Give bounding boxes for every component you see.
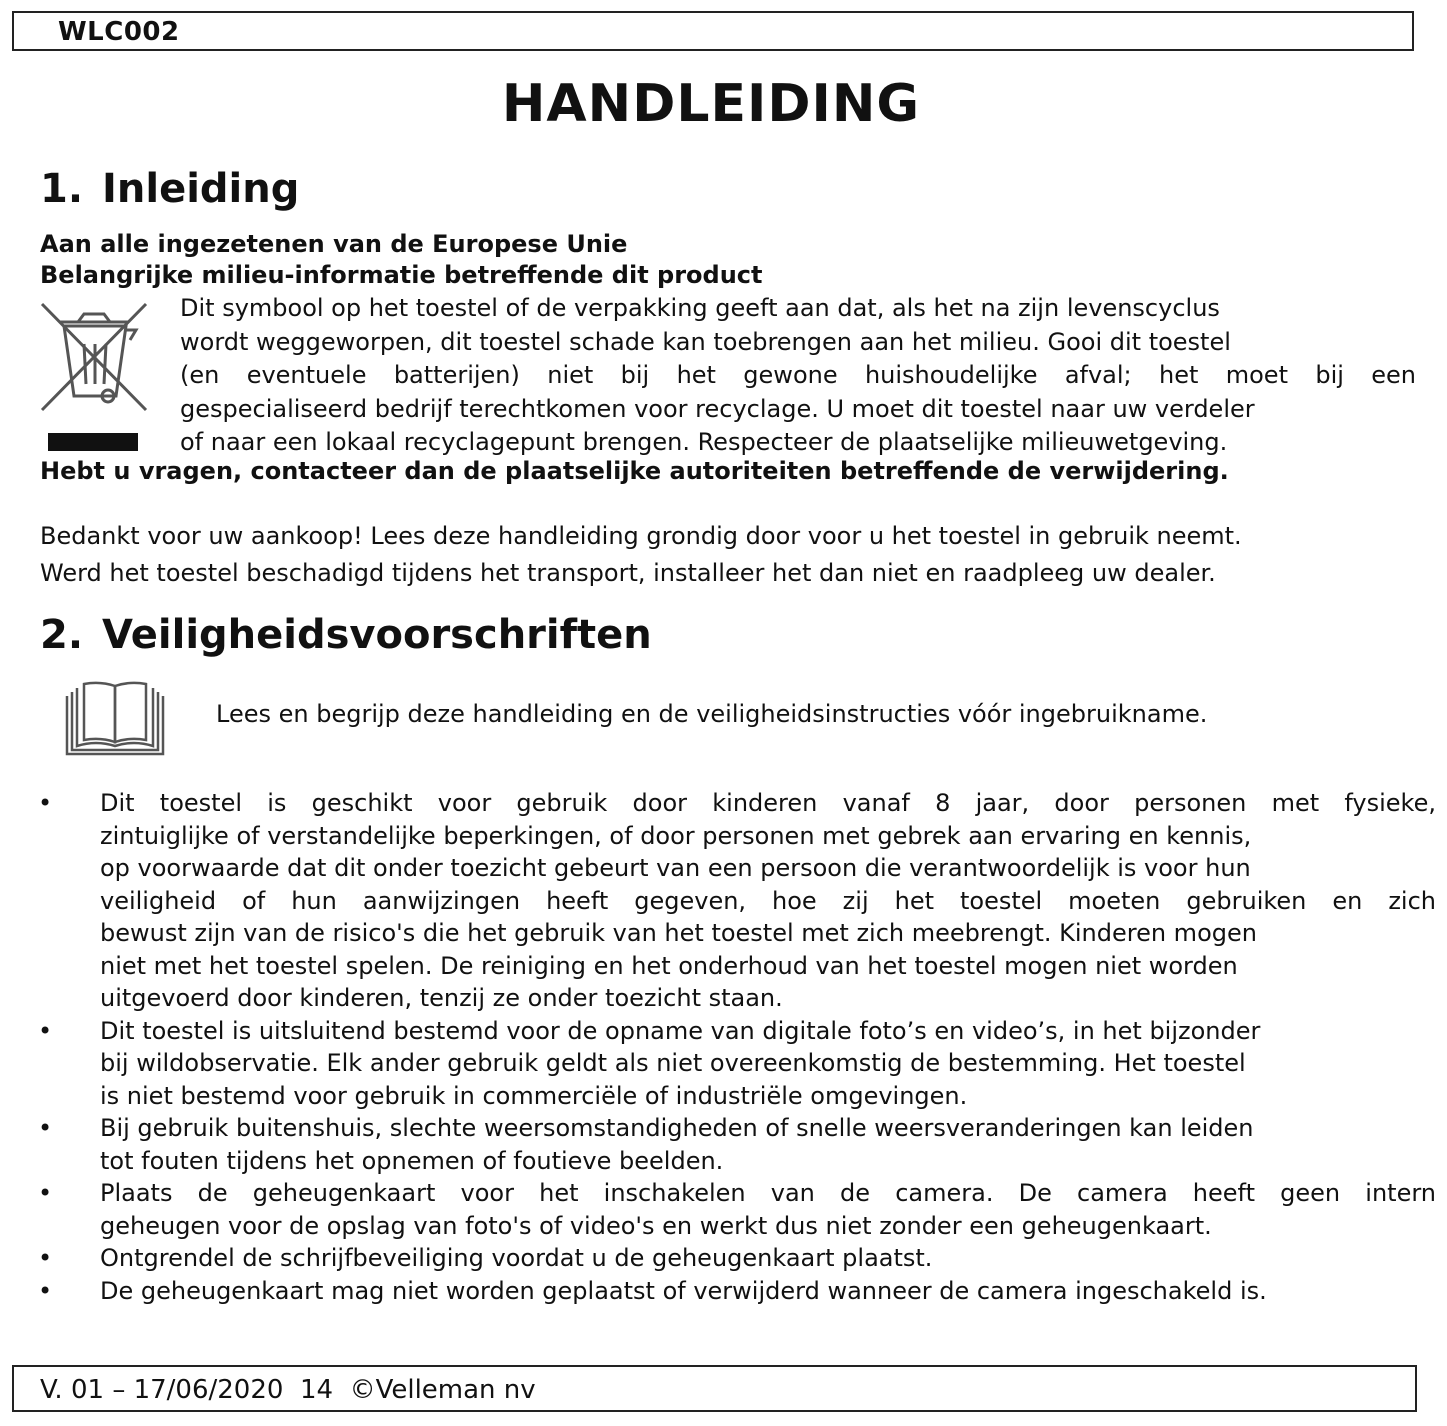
section-2-heading <box>40 612 652 658</box>
bullet-dot: • <box>38 1114 53 1142</box>
thanks-line: Werd het toestel beschadigd tijdens het transport, installeer het dan niet en raadpleeg uw dealer. <box>40 559 1216 587</box>
section-1-title: Inleiding <box>102 166 300 212</box>
bullet-dot: • <box>38 1016 53 1045</box>
bullet-dot: • <box>38 1179 53 1207</box>
contact-authorities-note: Hebt u vragen, contacteer dan de plaatselijke autoriteiten betreffende de verwijdering. <box>40 457 1229 485</box>
eu-residents-heading: Aan alle ingezetenen van de Europese Unie <box>40 230 628 258</box>
read-manual-note: Lees en begrijp deze handleiding en de veiligheidsinstructies vóór ingebruikname. <box>216 700 1208 728</box>
model-code: WLC002 <box>58 17 180 47</box>
list-item <box>0 1015 1447 1113</box>
list-item-line: bij wildobservatie. Elk ander gebruik geldt als niet overeenkomstig de bestemming. Het toestel <box>100 1049 1246 1077</box>
weee-bin-icon <box>38 300 150 420</box>
list-item-line: op voorwaarde dat dit onder toezicht gebeurt van een persoon die verantwoordelijk is voor hun <box>100 854 1251 882</box>
weee-line: of naar een lokaal recyclagepunt brengen. Respecteer de plaatselijke milieuwetgeving. <box>180 428 1228 456</box>
list-item-line: Dit toestel is uitsluitend bestemd voor de opname van digitale foto’s en video’s, in het bijzonder <box>100 1016 1261 1045</box>
section-1-number: 1. <box>40 166 84 212</box>
list-item-line: zintuiglijke of verstandelijke beperkingen, of door personen met gebrek aan ervaring en kennis, <box>100 821 1252 850</box>
list-item <box>0 1275 1447 1308</box>
bullet-dot: • <box>38 789 53 817</box>
list-item <box>0 1177 1447 1242</box>
weee-line: gespecialiseerd bedrijf terechtkomen voor recyclage. U moet dit toestel naar uw verdeler <box>180 394 1255 423</box>
weee-line: (en eventuele batterijen) niet bij het gewone huishoudelijke afval; het moet bij een <box>180 361 1416 389</box>
footer-box <box>12 1365 1417 1412</box>
manual-book-icon <box>64 680 166 758</box>
page-title: HANDLEIDING <box>501 74 921 134</box>
list-item-line: tot fouten tijdens het opnemen of foutieve beelden. <box>100 1146 724 1175</box>
bullet-dot: • <box>38 1244 53 1272</box>
weee-black-bar <box>48 433 138 451</box>
weee-paragraph <box>180 292 1416 460</box>
list-item <box>0 787 1447 1015</box>
list-item-line: is niet bestemd voor gebruik in commerciële of industriële omgevingen. <box>100 1081 968 1110</box>
list-item-line: geheugen voor de opslag van foto's of video's en werkt dus niet zonder een geheugenkaart. <box>100 1211 1212 1240</box>
section-2-number: 2. <box>40 612 84 658</box>
list-item-line: uitgevoerd door kinderen, tenzij ze onder toezicht staan. <box>100 984 783 1012</box>
section-2-title: Veiligheidsvoorschriften <box>102 612 652 658</box>
weee-line: wordt weggeworpen, dit toestel schade kan toebrengen aan het milieu. Gooi dit toestel <box>180 327 1231 356</box>
list-item-line: veiligheid of hun aanwijzingen heeft gegeven, hoe zij het toestel moeten gebruiken en zich <box>100 886 1436 915</box>
list-item-line: De geheugenkaart mag niet worden geplaatst of verwijderd wanneer de camera ingeschakeld is. <box>100 1276 1267 1305</box>
environment-info-heading: Belangrijke milieu-informatie betreffende dit product <box>40 261 763 289</box>
list-item-line: Bij gebruik buitenshuis, slechte weersomstandigheden of snelle weersveranderingen kan leiden <box>100 1114 1254 1142</box>
list-item-line: Ontgrendel de schrijfbeveiliging voordat u de geheugenkaart plaatst. <box>100 1244 933 1272</box>
list-item <box>0 1112 1447 1177</box>
footer-version: V. 01 – 17/06/2020 14 ©Velleman nv <box>40 1375 536 1405</box>
list-item-line: Dit toestel is geschikt voor gebruik door kinderen vanaf 8 jaar, door personen met fysieke, <box>100 789 1436 817</box>
header-box <box>12 11 1414 51</box>
section-1-heading <box>40 166 299 212</box>
thanks-line: Bedankt voor uw aankoop! Lees deze handleiding grondig door voor u het toestel in gebruik neemt. <box>40 522 1242 550</box>
list-item <box>0 1242 1447 1275</box>
thanks-paragraph <box>40 518 1242 592</box>
bullet-dot: • <box>38 1276 53 1305</box>
weee-line: Dit symbool op het toestel of de verpakking geeft aan dat, als het na zijn levenscyclus <box>180 294 1220 322</box>
list-item-line: bewust zijn van de risico's die het gebruik van het toestel met zich meebrengt. Kinderen mogen <box>100 919 1257 947</box>
list-item-line: Plaats de geheugenkaart voor het inschakelen van de camera. De camera heeft geen intern <box>100 1179 1436 1207</box>
safety-list <box>0 787 1447 1307</box>
list-item-line: niet met het toestel spelen. De reiniging en het onderhoud van het toestel mogen niet worden <box>100 951 1238 980</box>
